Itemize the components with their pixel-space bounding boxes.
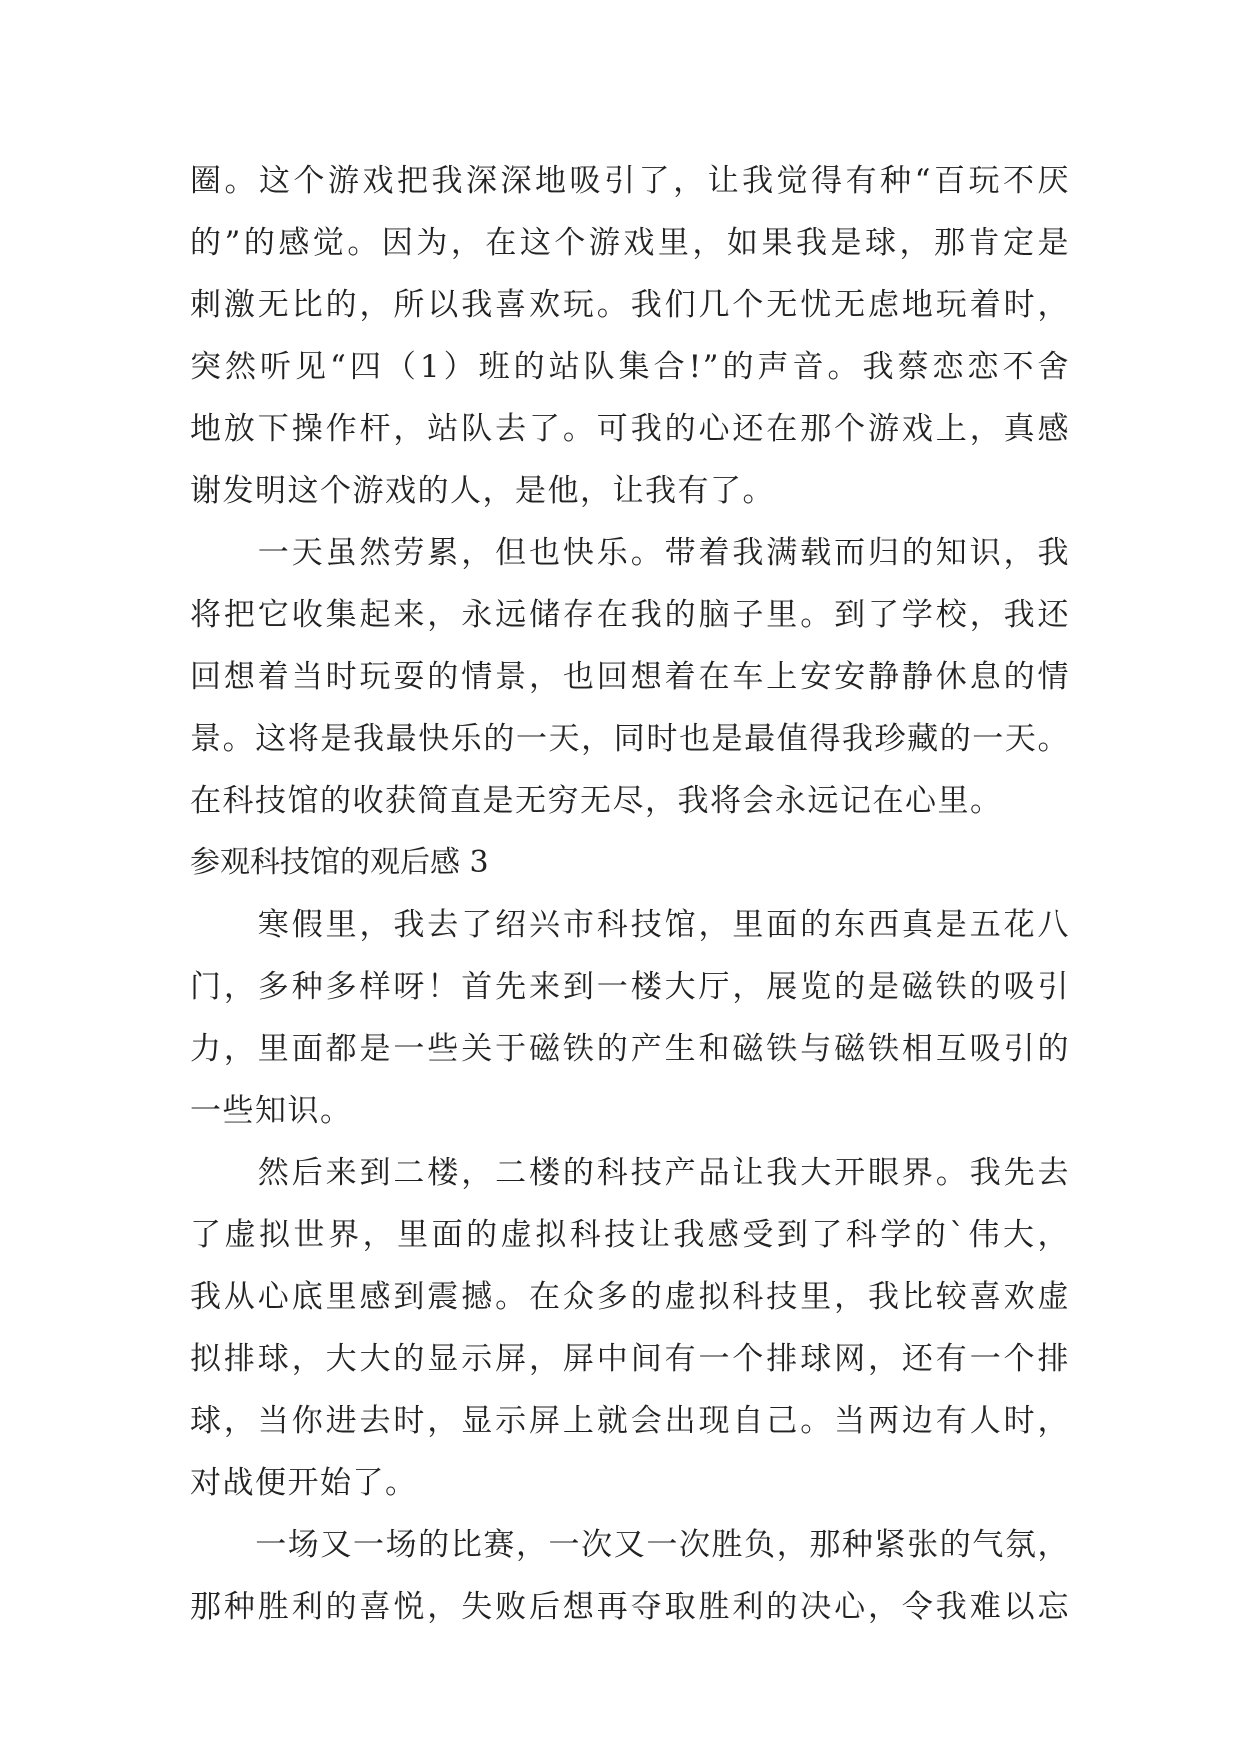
text-line: 突然听见“四（1）班的站队集合!”的声音。我蔡恋恋不舍 [190, 349, 1070, 385]
text-line: 球，当你进去时，显示屏上就会出现自己。当两边有人时， [190, 1403, 1070, 1439]
text-line: 门，多种多样呀！首先来到一楼大厅，展览的是磁铁的吸引 [190, 969, 1070, 1005]
text-line: 我从心底里感到震撼。在众多的虚拟科技里，我比较喜欢虚 [190, 1279, 1070, 1315]
paragraph [190, 894, 1070, 1142]
text-line: 将把它收集起来，永远储存在我的脑子里。到了学校，我还 [190, 597, 1070, 633]
text-line: 对战便开始了。 [190, 1465, 418, 1501]
text-line: 谢发明这个游戏的人，是他，让我有了。 [190, 473, 775, 509]
text-line: 在科技馆的收获简直是无穷无尽，我将会永远记在心里。 [190, 783, 1003, 819]
section-heading [190, 832, 1070, 894]
text-line: 拟排球，大大的显示屏，屏中间有一个排球网，还有一个排 [190, 1341, 1070, 1377]
text-line: 然后来到二楼，二楼的科技产品让我大开眼界。我先去 [190, 1155, 1070, 1191]
text-line: 一些知识。 [190, 1093, 353, 1129]
text-line: 力，里面都是一些关于磁铁的产生和磁铁与磁铁相互吸引的 [190, 1031, 1070, 1067]
text-line: 地放下操作杆，站队去了。可我的心还在那个游戏上，真感 [190, 411, 1070, 447]
paragraph [190, 150, 1070, 522]
text-line: 了虚拟世界，里面的虚拟科技让我感受到了科学的`伟大， [190, 1217, 1070, 1253]
paragraph [190, 1514, 1070, 1638]
text-line: 那种胜利的喜悦，失败后想再夺取胜利的决心，令我难以忘 [190, 1589, 1070, 1625]
document-body [190, 150, 1070, 1638]
text-line: 景。这将是我最快乐的一天，同时也是最值得我珍藏的一天。 [190, 721, 1070, 757]
paragraph [190, 522, 1070, 832]
text-line: 圈。这个游戏把我深深地吸引了，让我觉得有种“百玩不厌 [190, 163, 1070, 199]
paragraph [190, 1142, 1070, 1514]
text-line: 的”的感觉。因为，在这个游戏里，如果我是球，那肯定是 [190, 225, 1070, 261]
text-line: 刺激无比的，所以我喜欢玩。我们几个无忧无虑地玩着时， [190, 287, 1070, 323]
text-line: 寒假里，我去了绍兴市科技馆，里面的东西真是五花八 [190, 907, 1070, 943]
text-line: 一场又一场的比赛，一次又一次胜负，那种紧张的气氛， [190, 1527, 1070, 1563]
text-line: 一天虽然劳累，但也快乐。带着我满载而归的知识，我 [190, 535, 1070, 571]
text-line: 回想着当时玩耍的情景，也回想着在车上安安静静休息的情 [190, 659, 1070, 695]
heading-text: 参观科技馆的观后感 3 [190, 845, 489, 880]
